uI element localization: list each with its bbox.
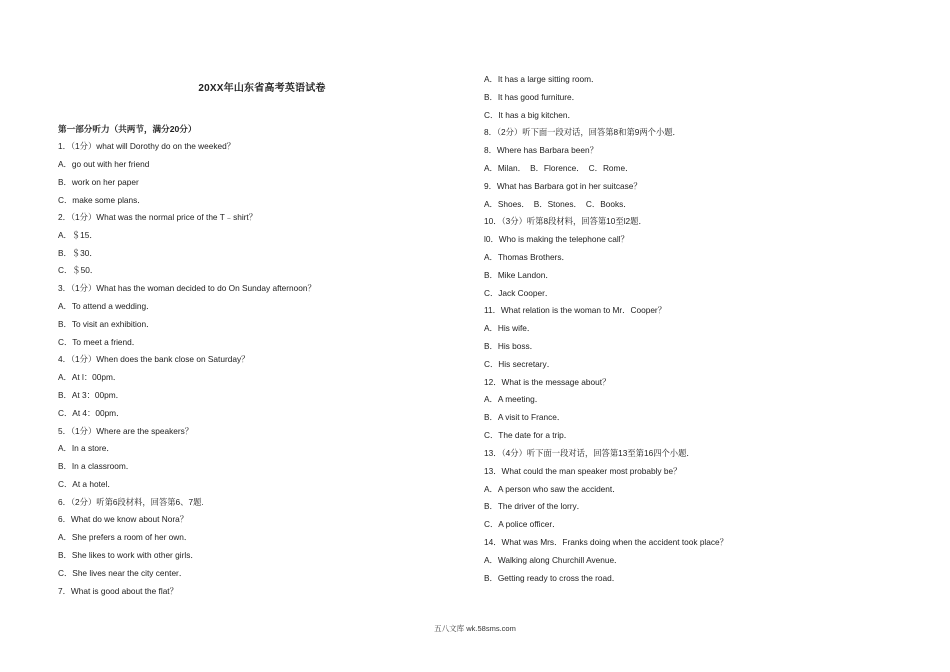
option-line: B．At 3：00pm． bbox=[58, 390, 124, 400]
question-1: 1．（1分）what will Dorothy do on the weeked？ bbox=[58, 141, 236, 151]
option-line: A．His wife． bbox=[484, 323, 536, 333]
question-2: 2．（1分）What was the normal price of the T﹣shirt？ bbox=[58, 212, 258, 222]
option-line: A．To attend a wedding． bbox=[58, 301, 155, 311]
question-6-instruction: 6．（2分）听第6段材料，回答第6、7题. bbox=[58, 497, 204, 507]
question-12: 12．What is the message about？ bbox=[484, 377, 611, 387]
option-line: B．＄30． bbox=[58, 248, 98, 258]
option-line: C．The date for a trip． bbox=[484, 430, 573, 440]
option-line: B．It has good furniture． bbox=[484, 92, 580, 102]
question-10-instruction: 10．（3分）听第8段材料，回答第10至l2题． bbox=[484, 216, 647, 226]
option-line: B．Getting ready to cross the road． bbox=[484, 573, 621, 583]
option-line: A．A person who saw the accident． bbox=[484, 484, 621, 494]
option-line: B．To visit an exhibition． bbox=[58, 319, 155, 329]
section-heading: 第一部分听力（共两节，满分20分） bbox=[58, 124, 197, 134]
option-line: B．Mike Landon． bbox=[484, 270, 554, 280]
question-11: 11．What relation is the woman to Mr．Cooper？ bbox=[484, 305, 666, 315]
option-line: A．She prefers a room of her own． bbox=[58, 532, 193, 542]
option-line: B．His boss． bbox=[484, 341, 538, 351]
option-line: C．His secretary． bbox=[484, 359, 555, 369]
option-line: A．Shoes． B．Stones． C．Books． bbox=[484, 199, 632, 209]
option-line: A．Walking along Churchill Avenue． bbox=[484, 555, 623, 565]
option-line: C．At 4：00pm． bbox=[58, 408, 125, 418]
page-footer: 五八文库 wk.58sms.com bbox=[434, 624, 516, 633]
option-line: A．It has a large sitting room． bbox=[484, 74, 600, 84]
option-line: A．Milan． B．Florence． C．Rome． bbox=[484, 163, 634, 173]
option-line: B．The driver of the lorry． bbox=[484, 501, 585, 511]
question-8: 8．Where has Barbara been？ bbox=[484, 145, 598, 155]
question-3: 3．（1分）What has the woman decided to do On Sunday afternoon？ bbox=[58, 283, 316, 293]
question-8-instruction: 8．（2分）听下面一段对话，回答第8和第9两个小题． bbox=[484, 127, 681, 137]
option-line: C．At a hotel． bbox=[58, 479, 116, 489]
option-line: A．＄15． bbox=[58, 230, 98, 240]
question-14: 14．What was Mrs．Franks doing when the accident took place？ bbox=[484, 537, 728, 547]
option-line: A．A meeting． bbox=[484, 394, 544, 404]
option-line: C．make some plans． bbox=[58, 195, 146, 205]
question-4: 4．（1分）When does the bank close on Saturday？ bbox=[58, 354, 250, 364]
option-line: B．She likes to work with other girls． bbox=[58, 550, 199, 560]
question-10: l0．Who is making the telephone call？ bbox=[484, 234, 629, 244]
question-6: 6．What do we know about Nora？ bbox=[58, 514, 189, 524]
option-line: C．It has a big kitchen． bbox=[484, 110, 576, 120]
document-title: 20XX年山东省高考英语试卷 bbox=[198, 83, 326, 94]
option-line: B．work on her paper bbox=[58, 177, 139, 187]
question-5: 5．（1分）Where are the speakers？ bbox=[58, 426, 194, 436]
question-7: 7．What is good about the flat？ bbox=[58, 586, 178, 596]
option-line: C．＄50． bbox=[58, 265, 99, 275]
option-line: C．She lives near the city center． bbox=[58, 568, 188, 578]
question-9: 9．What has Barbara got in her suitcase？ bbox=[484, 181, 642, 191]
option-line: B．A visit to France． bbox=[484, 412, 566, 422]
option-line: A．At l：00pm． bbox=[58, 372, 122, 382]
option-line: C．A police officer． bbox=[484, 519, 561, 529]
option-line: C．Jack Cooper． bbox=[484, 288, 554, 298]
option-line: C．To meet a friend． bbox=[58, 337, 141, 347]
question-13-instruction: 13．（4分）听下面一段对话，回答第13至第16四个小题． bbox=[484, 448, 695, 458]
option-line: B．In a classroom． bbox=[58, 461, 135, 471]
option-line: A．In a store． bbox=[58, 443, 115, 453]
option-line: A．go out with her friend bbox=[58, 159, 150, 169]
option-line: A．Thomas Brothers． bbox=[484, 252, 570, 262]
question-13: 13．What could the man speaker most probably be？ bbox=[484, 466, 682, 476]
